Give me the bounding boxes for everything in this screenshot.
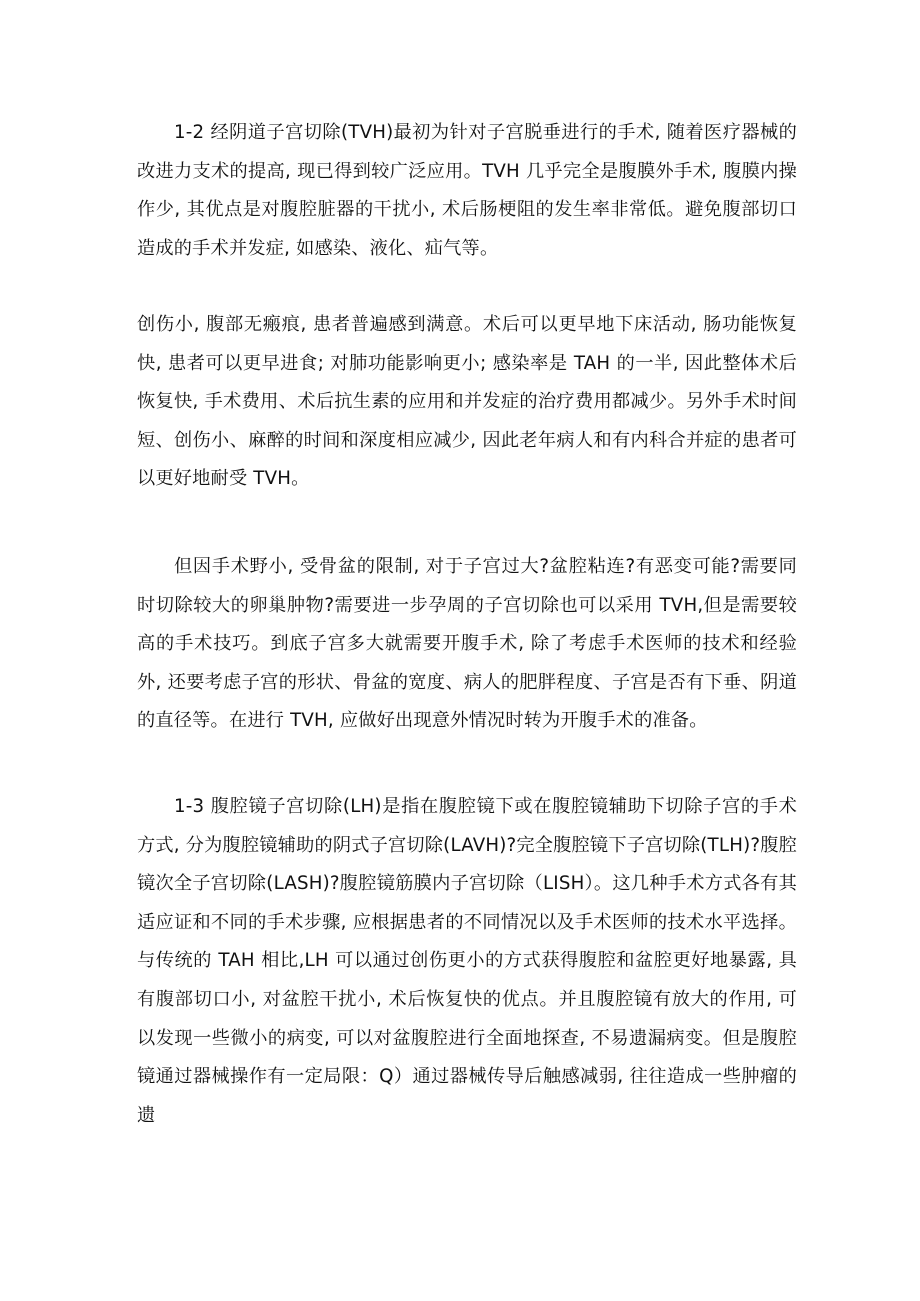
paragraph-tvh-advantages: 创伤小, 腹部无瘢痕, 患者普遍感到满意。术后可以更早地下床活动, 肠功能恢复快, 患者可以更早进食; 对肺功能影响更小; 感染率是 TAH 的一半, 因此整体术后恢复快, 手术费用、术后抗生素的应用和并发症的治疗费用都减少。另外手术时间短、创伤小、麻醉的时间和深度相应减少, 因此老年病人和有内科合并症的患者可以更好地耐受 TVH。 — [137, 314, 797, 490]
paragraph-lh-intro: 1-3 腹腔镜子宫切除(LH)是指在腹腔镜下或在腹腔镜辅助下切除子宫的手术方式, 分为腹腔镜辅助的阴式子宫切除(LAVH)?完全腹腔镜下子宫切除(TLH)?腹腔镜次全子宫切除(LASH)?腹腔镜筋膜内子宫切除（LISH）。这几种手术方式各有其适应证和不同的手术步骤, 应根据患者的不同情况以及手术医师的技术水平选择。与传统的 TAH 相比,LH 可以通过创伤更小的方式获得腹腔和盆腔更好地暴露, 具有腹部切口小, 对盆腔干扰小, 术后恢复快的优点。并且腹腔镜有放大的作用, 可以发现一些微小的病变, 可以对盆腹腔进行全面地探查, 不易遗漏病变。但是腹腔镜通过器械操作有一定局限：Q）通过器械传导后触感减弱, 往往造成一些肿瘤的遗 — [137, 796, 797, 1126]
paragraph-tvh-intro: 1-2 经阴道子宫切除(TVH)最初为针对子宫脱垂进行的手术, 随着医疗器械的改进力支术的提高, 现已得到较广泛应用。TVH 几乎完全是腹膜外手术, 腹膜内操作少, 其优点是对腹腔脏器的干扰小, 术后肠梗阻的发生率非常低。避免腹部切口造成的手术并发症, 如感染、液化、疝气等。 — [137, 122, 797, 259]
paragraph-tvh-limitations: 但因手术野小, 受骨盆的限制, 对于子宫过大?盆腔粘连?有恶变可能?需要同时切除较大的卵巢肿物?需要进一步孕周的子宫切除也可以采用 TVH,但是需要较高的手术技巧。到底子宫多大就需要开腹手术, 除了考虑手术医师的技术和经验外, 还要考虑子宫的形状、骨盆的宽度、病人的肥胖程度、子宫是否有下垂、阴道的直径等。在进行 TVH, 应做好出现意外情况时转为开腹手术的准备。 — [137, 556, 797, 732]
